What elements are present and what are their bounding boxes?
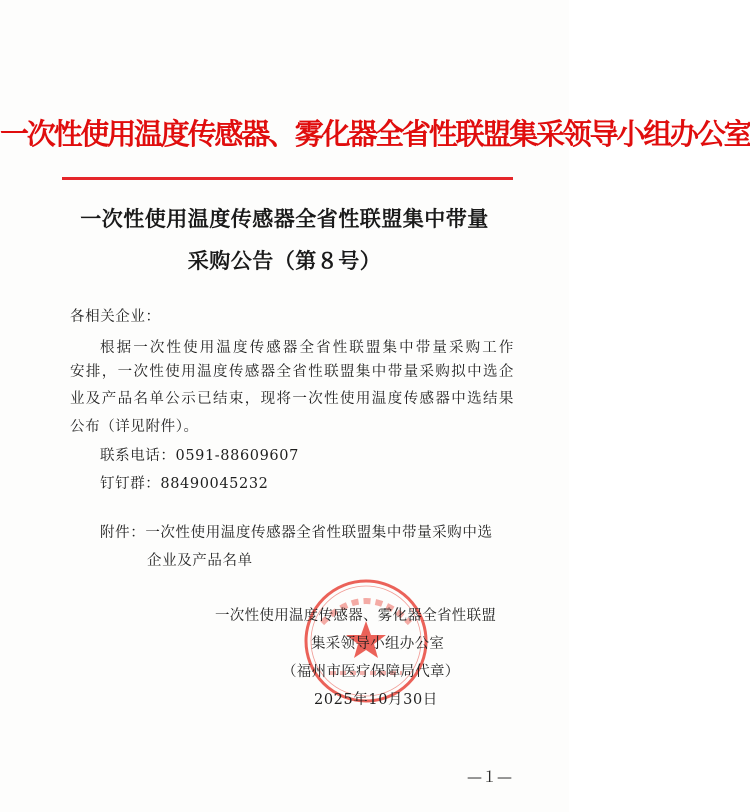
attachment-line-2: 企业及产品名单 xyxy=(147,553,253,569)
contact-phone xyxy=(100,444,299,465)
header-red-rule xyxy=(62,177,513,180)
contact-phone-label: 联系电话： xyxy=(100,448,176,464)
signature-line-3: （福州市医疗保障局代章） xyxy=(282,664,460,680)
page-number: —１— xyxy=(467,768,513,786)
contact-dingtalk xyxy=(100,472,269,493)
document-title-line-2: 采购公告（第８号） xyxy=(187,248,382,273)
signature-line-2: 集采领导小组办公室 xyxy=(311,636,445,652)
signature-date: 2025年10月30日 xyxy=(314,692,438,708)
document-title-line-1: 一次性使用温度传感器全省性联盟集中带量 xyxy=(80,206,489,231)
contact-phone-value: 0591-88609607 xyxy=(175,448,299,464)
body-line-4: 公布（详见附件）。 xyxy=(70,419,199,435)
attachment-label: 附件： xyxy=(100,525,146,541)
contact-dingtalk-label: 钉钉群： xyxy=(100,476,161,492)
salutation: 各相关企业： xyxy=(70,309,161,325)
attachment-line-1 xyxy=(100,521,493,542)
signature-line-1: 一次性使用温度传感器、雾化器全省性联盟 xyxy=(215,608,497,624)
body-line-2: 安排，一次性使用温度传感器全省性联盟集中带量采购拟中选企 xyxy=(70,364,514,380)
attachment-text-1: 一次性使用温度传感器全省性联盟集中带量采购中选 xyxy=(145,525,493,541)
body-line-1: 根据一次性使用温度传感器全省性联盟集中带量采购工作 xyxy=(100,340,514,356)
issuing-office-header: 一次性使用温度传感器、雾化器全省性联盟集采领导小组办公室 xyxy=(0,117,750,151)
body-line-3: 业及产品名单公示已结束，现将一次性使用温度传感器中选结果 xyxy=(70,391,514,407)
contact-dingtalk-value: 88490045232 xyxy=(160,476,269,492)
